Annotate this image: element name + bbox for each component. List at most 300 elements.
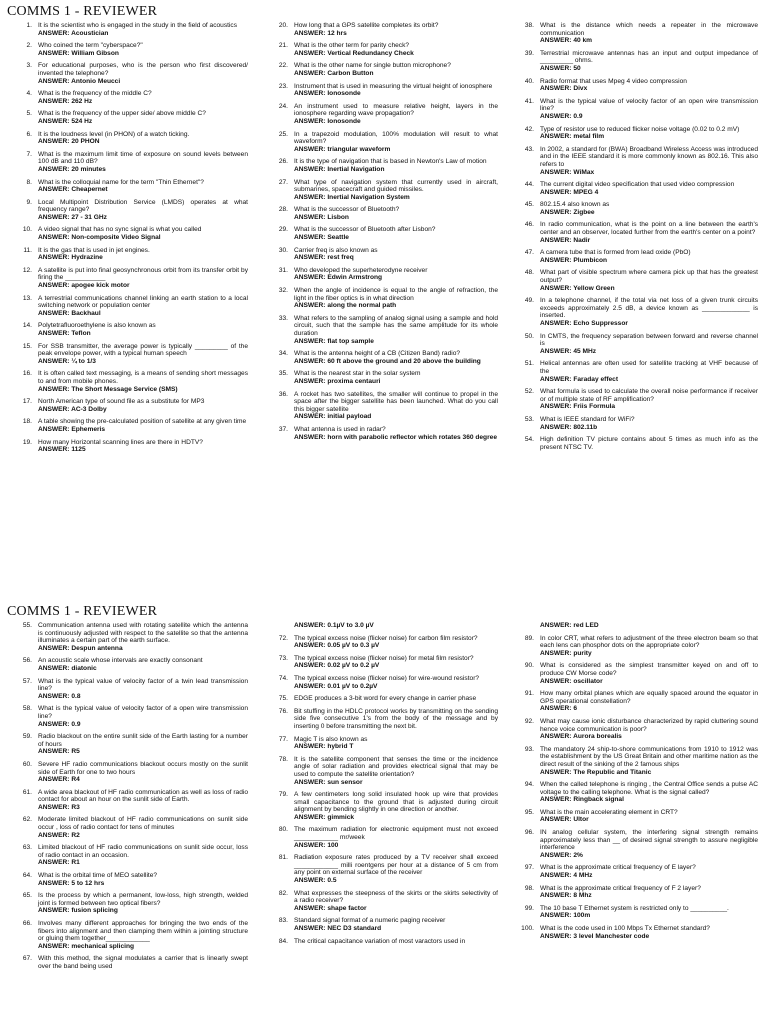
question-number: 95. (524, 808, 534, 816)
question-text: A rocket has two satellites, the smaller will continue to propel in the space after the bigger satellite has been launched. What do you call this bigger satellite (294, 390, 498, 413)
question-text: What formula is used to calculate the overall noise performance if receiver or of multiple state of RF amplification? (540, 388, 758, 403)
question-number: 16. (22, 370, 32, 378)
answer-text: ANSWER: proxima centauri (294, 377, 381, 385)
question-item (508, 126, 758, 141)
question-number: 64. (22, 872, 32, 880)
question-text: What is the orbital time of MEO satellite? (38, 872, 158, 880)
question-text: When the angle of incidence is equal to the angle of refraction, the light in the fiber optics is in what direction (294, 287, 498, 302)
question-item (508, 690, 758, 713)
question-number: 17. (22, 398, 32, 406)
column-3 (508, 622, 758, 945)
question-number: 84. (278, 937, 288, 945)
question-body (38, 892, 248, 915)
question-item (6, 816, 248, 839)
question-number: 33. (278, 314, 288, 322)
question-number: 29. (278, 226, 288, 234)
question-item (262, 826, 498, 849)
question-text: What is the typical value of velocity factor of a open wire transmission line? (38, 705, 248, 720)
question-text: Helical antennas are often used for satellite tracking at VHF because of the (540, 360, 758, 375)
question-item (262, 226, 498, 241)
question-body (38, 418, 248, 433)
question-number: 99. (524, 904, 534, 912)
question-number: 61. (22, 788, 32, 796)
question-text: What may cause ionic disturbance characterized by rapid cluttering sound hence voice communication is poor? (540, 717, 758, 733)
answer-text: ANSWER: Plumbicon (540, 256, 608, 264)
question-number: 42. (524, 125, 534, 133)
question-item (262, 83, 498, 98)
question-number: 35. (278, 370, 288, 378)
question-item (262, 391, 498, 421)
question-body (294, 287, 498, 310)
question-item (508, 221, 758, 244)
question-body (540, 662, 758, 685)
answer-text: ANSWER: mechanical splicing (38, 942, 134, 950)
question-number: 49. (524, 297, 534, 305)
column-1 (6, 622, 248, 976)
question-body (294, 708, 498, 731)
answer-text: ANSWER: metal film (540, 133, 605, 141)
question-number: 58. (22, 705, 32, 713)
question-number: 62. (22, 816, 32, 824)
question-item (6, 705, 248, 728)
question-item (262, 708, 498, 731)
question-text: With this method, the signal modulates a carrier that is linearly swept over the band being used (38, 955, 248, 970)
question-body (38, 62, 248, 85)
question-item (6, 955, 248, 970)
answer-text: ANSWER: Cheapernet (38, 186, 108, 194)
question-item (508, 22, 758, 45)
question-number: 66. (22, 920, 32, 927)
question-body (540, 635, 758, 658)
question-text: It is the gas that is used in jet engines. (38, 246, 150, 254)
question-text: What antenna is used in radar? (294, 425, 386, 433)
question-body (294, 826, 498, 849)
question-text: What is considered as the simplest transmitter keyed on and off to produce CW Morse code? (540, 662, 758, 677)
question-body (540, 885, 758, 900)
question-item (508, 718, 758, 741)
question-body (540, 221, 758, 244)
question-text: The critical capacitance variation of most varactors used in (294, 937, 466, 945)
answer-text: ANSWER: Faraday effect (540, 375, 619, 383)
answer-text: ANSWER: 8 Mhz (540, 892, 592, 900)
question-text: A satellite is put into final geosynchronous orbit from its transfer orbit by firing the ___________ (38, 266, 248, 282)
question-number: 24. (278, 102, 288, 110)
question-body (540, 333, 758, 356)
question-number: 80. (278, 826, 288, 834)
question-body (294, 22, 498, 37)
question-text: Magic T is also known as (294, 735, 368, 743)
answer-text: ANSWER: MPEG 4 (540, 188, 599, 196)
question-text: Carrier freq is also known as (294, 246, 378, 254)
question-body (294, 917, 498, 932)
question-text: What is the approximate critical frequency of F 2 layer? (540, 884, 701, 892)
question-number: 57. (22, 677, 32, 685)
question-item (262, 22, 498, 37)
question-body (540, 146, 758, 176)
question-item (6, 90, 248, 105)
question-item (262, 267, 498, 282)
question-text: Radio format that uses Mpeg 4 video compression (540, 77, 687, 85)
question-text: An acoustic scale whose intervals are exactly consonant (38, 657, 203, 665)
question-item (262, 938, 498, 946)
answer-text: ANSWER: Hydrazine (38, 254, 103, 262)
answer-text: ANSWER: Despun antenna (38, 644, 123, 652)
question-text: A wide area blackout of HF radio communication as well as loss of radio contact for about an hour on the sunlit side of Earth. (38, 788, 248, 804)
answer-text: ANSWER: 6 (540, 705, 577, 713)
question-text: Bit stuffing in the HDLC protocol works by transmitting on the sending side five consecutive 1's from the body of the message and by inserting 0 before transmitting the next bit. (294, 707, 498, 730)
question-number: 54. (524, 436, 534, 444)
question-body (540, 297, 758, 327)
question-item (262, 131, 498, 154)
question-item (508, 635, 758, 658)
question-body (294, 791, 498, 821)
question-body (38, 657, 248, 672)
question-number: 50. (524, 332, 534, 340)
question-item (262, 103, 498, 126)
question-body (294, 391, 498, 421)
question-item (508, 98, 758, 121)
question-text: The mandatory 24 ship-to-shore communications from 1910 to 1912 was the establishment by the US Great Britain and other maritime nation as the direct result of the sinking of the 2 famous ships (540, 745, 758, 768)
answer-text: ANSWER: 1125 (38, 446, 86, 454)
question-item (262, 247, 498, 262)
question-body (38, 110, 248, 125)
answer-text: ANSWER: R4 (38, 776, 80, 784)
question-number: 53. (524, 415, 534, 423)
answer-text: ANSWER: Non-composite Video Signal (38, 234, 161, 242)
question-number: 20. (278, 22, 288, 29)
question-text: IN analog cellular system, the interfering signal strength remains approximately less than __ of desired signal strength to assure negligible interference (540, 829, 758, 852)
answer-text: ANSWER: diatonic (38, 664, 97, 672)
question-text: What expresses the steepness of the skirts or the skirts selectivity of a radio receiver? (294, 889, 498, 905)
question-item (508, 333, 758, 356)
answer-text: ANSWER: 524 Hz (38, 117, 93, 125)
question-item (508, 360, 758, 383)
question-text: Instrument that is used in measuring the virtual height of ionosphere (294, 82, 493, 90)
question-body (38, 439, 248, 454)
question-number: 14. (22, 322, 32, 330)
question-number: 2. (26, 42, 32, 50)
question-body (294, 426, 498, 441)
question-body (38, 844, 248, 867)
question-text: A video signal that has no sync signal is what you called (38, 226, 202, 234)
question-text: When the called telephone is ringing , the Central Office sends a pulse AC voltage to the calling telephone. What is the signal called? (540, 781, 758, 796)
question-body (294, 736, 498, 751)
answer-text: ANSWER: Nadir (540, 236, 591, 244)
question-body (38, 343, 248, 366)
question-text: Severe HF radio communications blackout occurs mostly on the sunlit side of Earth for one to two hours (38, 760, 248, 776)
question-item (6, 179, 248, 194)
answer-text: ANSWER: Vertical Redundancy Check (294, 49, 414, 57)
answer-text: ANSWER: 60 ft above the ground and 20 above the building (294, 357, 481, 365)
answer-text: ANSWER: flat top sample (294, 337, 374, 345)
question-text: What is the typical value of velocity factor of a twin lead transmission line? (38, 677, 248, 693)
question-number: 98. (524, 884, 534, 892)
answer-text: ANSWER: 0.5 (294, 877, 337, 885)
question-number: 100. (521, 925, 534, 932)
answer-text: ANSWER: 20 minutes (38, 165, 106, 173)
answer-text: ANSWER: fusion splicing (38, 907, 118, 915)
answer-text: ANSWER: purity (540, 649, 592, 657)
question-body (540, 181, 758, 196)
question-number: 37. (278, 425, 288, 433)
question-text: Polytetrafluoroethylene is also known as (38, 322, 156, 330)
question-text: A table showing the pre-calculated position of satellite at any given time (38, 418, 247, 426)
question-body (38, 370, 248, 393)
column-1 (6, 22, 248, 459)
question-text: The current digital video specification that used video compression (540, 181, 735, 189)
page-2 (0, 600, 768, 1024)
question-body (294, 179, 498, 202)
question-item (6, 322, 248, 337)
question-number: 83. (278, 917, 288, 925)
question-item (262, 854, 498, 884)
question-body (294, 890, 498, 913)
answer-text: ANSWER: Carbon Button (294, 69, 374, 77)
question-number: 47. (524, 249, 534, 257)
question-text: It is often called text messaging, is a means of sending short messages to and from mobile phones. (38, 370, 248, 385)
question-body (540, 829, 758, 859)
question-item (508, 662, 758, 685)
question-number: 76. (278, 707, 288, 715)
question-text: What is the colloquial name for the term "Thin Ethernet"? (38, 178, 204, 186)
column-2 (262, 22, 498, 446)
question-body (294, 655, 498, 670)
question-text: In 2002, a standard for (BWA) Broadband Wireless Access was introduced and in the IEEE standard it is more commonly known as 802.16. This also refers to (540, 145, 758, 168)
question-item (6, 622, 248, 652)
question-text: The maximum radiation for electronic equipment must not exceed ____________ mr/week (294, 826, 498, 842)
answer-text: ANSWER: Divx (540, 85, 588, 93)
question-text: It is the satellite component that senses the time or the incidence angle of solar radiation and provides electrical signal that may be used to compute the satellite orientation? (294, 755, 498, 778)
answer-text: ANSWER: Teflon (38, 330, 91, 337)
answer-text: ANSWER: WiMax (540, 168, 595, 176)
question-number: 90. (524, 662, 534, 670)
question-item (262, 635, 498, 650)
question-number: 93. (524, 745, 534, 753)
answer-text: ANSWER: Echo Suppressor (540, 320, 628, 327)
answer-text: ANSWER: oscillator (540, 677, 603, 685)
question-item (508, 201, 758, 216)
question-text: Is the process by which a permanent, low-loss, high strength, welded joint is formed between two optical fibers? (38, 892, 248, 907)
question-text: For educational purposes, who is the person who first discovered/ invented the telephone? (38, 62, 248, 77)
question-item (508, 781, 758, 804)
question-text: What type of navigation system that currently used in aircraft, submarines, spacecraft and guided missiles. (294, 178, 498, 194)
question-body (38, 322, 248, 337)
question-item (262, 179, 498, 202)
question-number: 79. (278, 791, 288, 799)
question-number: 55. (22, 622, 32, 629)
question-number: 21. (278, 42, 288, 50)
question-number: 23. (278, 82, 288, 90)
question-number: 9. (26, 198, 32, 206)
question-text: What is the other term for parity check? (294, 42, 410, 50)
question-text: The typical excess noise (flicker noise) for wire-wound resistor? (294, 674, 480, 682)
question-body (540, 436, 758, 451)
question-body (540, 864, 758, 879)
question-body (38, 90, 248, 105)
question-body (38, 705, 248, 728)
answer-text: ANSWER: initial payload (294, 413, 372, 421)
question-number: 10. (22, 226, 32, 234)
question-text: Involves many different approaches for bringing the two ends of the fibers into alignment and then clamping them within a jointing structure or gluing them together____________ (38, 920, 248, 943)
question-item (508, 50, 758, 73)
question-body (38, 398, 248, 413)
question-number: 25. (278, 130, 288, 138)
question-text: Moderate limited blackout of HF radio communications on sunlit side occur , loss of radio contact for tens of minutes (38, 816, 248, 832)
answer-text: ANSWER: The Short Message Service (SMS) (38, 385, 178, 393)
question-number: 75. (278, 695, 288, 703)
question-number: 38. (524, 22, 534, 29)
question-body (540, 781, 758, 804)
question-text: The typical excess noise (flicker noise) for metal film resistor? (294, 654, 474, 662)
answer-text: ANSWER: 100 (294, 841, 339, 849)
answer-text: ANSWER: Lisbon (294, 213, 349, 221)
question-number: 73. (278, 654, 288, 662)
continued-answer: ANSWER: 0.1µV to 3.0 µV (294, 622, 374, 629)
question-item (508, 829, 758, 859)
question-item (508, 925, 758, 940)
question-number: 26. (278, 158, 288, 166)
answer-text: ANSWER: Seattle (294, 234, 349, 242)
question-body (38, 22, 248, 37)
question-number: 77. (278, 735, 288, 743)
question-number: 5. (26, 110, 32, 118)
question-item (508, 146, 758, 176)
question-text: What is the distance which needs a repeater in the microwave communication (540, 22, 758, 37)
question-item (6, 920, 248, 950)
question-item (508, 249, 758, 264)
question-body (294, 62, 498, 77)
question-body (294, 635, 498, 650)
answer-text: ANSWER: 50 (540, 64, 581, 72)
question-item (262, 315, 498, 345)
question-item (508, 809, 758, 824)
question-item (6, 398, 248, 413)
question-body (294, 83, 498, 98)
question-text: High definition TV picture contains about 5 times as much info as the present NTSC TV. (540, 436, 758, 451)
question-item (508, 885, 758, 900)
question-text: What refers to the sampling of analog signal using a sample and hold circuit, such that the sample has the same amplitude for its whole duration (294, 314, 498, 337)
question-body (540, 746, 758, 776)
answer-text: ANSWER: 0.8 (38, 692, 81, 700)
question-body (540, 718, 758, 741)
question-item (508, 436, 758, 451)
answer-text: ANSWER: R3 (38, 803, 80, 811)
question-number: 32. (278, 287, 288, 295)
question-item (6, 657, 248, 672)
question-body (38, 920, 248, 950)
answer-text: ANSWER: rest freq (294, 254, 354, 262)
question-body (540, 388, 758, 411)
question-text: EDGE produces a 3-bit word for every change in carrier phase (294, 695, 477, 703)
question-number: 94. (524, 781, 534, 789)
question-body (540, 416, 758, 431)
question-body (540, 249, 758, 264)
question-text: It is the type of navigation that is based in Newton's Law of motion (294, 158, 487, 166)
question-number: 63. (22, 844, 32, 852)
question-number: 92. (524, 717, 534, 725)
answer-text: ANSWER: Aurora borealis (540, 733, 622, 741)
question-item (6, 733, 248, 756)
question-body (38, 131, 248, 146)
answer-text: ANSWER: 4 MHz (540, 872, 593, 880)
question-item (262, 350, 498, 365)
question-text: In a telephone channel, if the total via net loss of a given trunk circuits exceeds approximately 2.5 dB, a device known as _____________ is inserted. (540, 297, 758, 320)
question-number: 89. (524, 634, 534, 642)
answer-text: ANSWER: gimmick (294, 813, 355, 821)
question-text: A terrestrial communications channel linking an earth station to a local switching network or population center (38, 294, 248, 310)
page-title: COMMS 1 - REVIEWER (7, 604, 158, 619)
question-item (508, 746, 758, 776)
answer-text: ANSWER: William Gibson (38, 49, 119, 57)
question-number: 22. (278, 62, 288, 70)
question-body (38, 761, 248, 784)
question-body (294, 370, 498, 385)
question-text: In radio communication, what is the point on a line between the earth's center and an observer, located further from the earth's center on a point? (540, 221, 758, 237)
question-body (540, 809, 758, 824)
question-text: What is the antenna height of a CB (Citizen Band) radio? (294, 350, 461, 358)
answer-text: ANSWER: 262 Hz (38, 97, 93, 105)
question-body (38, 247, 248, 262)
answer-text: ANSWER: Friis Formula (540, 403, 616, 411)
answer-text: ANSWER: Acoustician (38, 29, 109, 37)
question-body (294, 247, 498, 262)
question-number: 36. (278, 390, 288, 398)
question-item (262, 206, 498, 221)
question-item (6, 110, 248, 125)
question-item (6, 42, 248, 57)
question-text: What part of visible spectrum where camera pick up that has the greatest output? (540, 269, 758, 285)
question-number: 19. (22, 438, 32, 446)
page-title: COMMS 1 - REVIEWER (7, 4, 158, 19)
answer-text: ANSWER: hybrid T (294, 743, 354, 751)
question-text: How many Horizontal scanning lines are there in HDTV? (38, 438, 203, 446)
question-text: In CMTS, the frequency separation between forward and reverse channel is (540, 332, 758, 348)
answer-text: ANSWER: 2% (540, 851, 583, 859)
question-text: What is the frequency of the upper side/ above middle C? (38, 110, 206, 118)
question-item (262, 62, 498, 77)
question-number: 39. (524, 49, 534, 57)
answer-text: ANSWER: apogee kick motor (38, 282, 130, 290)
answer-text: ANSWER: 20 PHON (38, 138, 100, 146)
question-body (540, 78, 758, 93)
question-body (294, 131, 498, 154)
question-number: 12. (22, 266, 32, 274)
question-item (262, 370, 498, 385)
question-text: What is the typical value of velocity factor of an open wire transmission line? (540, 97, 758, 113)
question-text: Radio blackout on the entire sunlit side of the Earth lasting for a number of hours (38, 733, 248, 748)
answer-text: ANSWER: NEC D3 standard (294, 925, 382, 932)
question-number: 72. (278, 634, 288, 642)
question-body (38, 295, 248, 318)
question-item (6, 199, 248, 222)
question-item (6, 226, 248, 241)
answer-text: ANSWER: sun sensor (294, 778, 363, 786)
question-text: The typical excess noise (flicker noise) for carbon film resistor? (294, 634, 478, 642)
question-item (6, 343, 248, 366)
question-item (6, 872, 248, 887)
question-body (38, 226, 248, 241)
question-text: What is the main accelerating element in CRT? (540, 808, 678, 816)
question-text: What is the approximate critical frequency of E layer? (540, 864, 696, 872)
question-body (38, 733, 248, 756)
question-number: 51. (524, 360, 534, 368)
answer-text: ANSWER: R5 (38, 748, 80, 756)
question-number: 56. (22, 657, 32, 665)
answer-text: ANSWER: Edwin Armstrong (294, 274, 383, 282)
answer-text: ANSWER: Backhaul (38, 309, 101, 317)
question-text: A few centimeters long solid insulated hook up wire that provides small capacitance to the ground that is adjusted during circuit alignment by bending slightly in one direction or another. (294, 791, 498, 814)
answer-text: ANSWER: The Republic and Titanic (540, 768, 652, 776)
